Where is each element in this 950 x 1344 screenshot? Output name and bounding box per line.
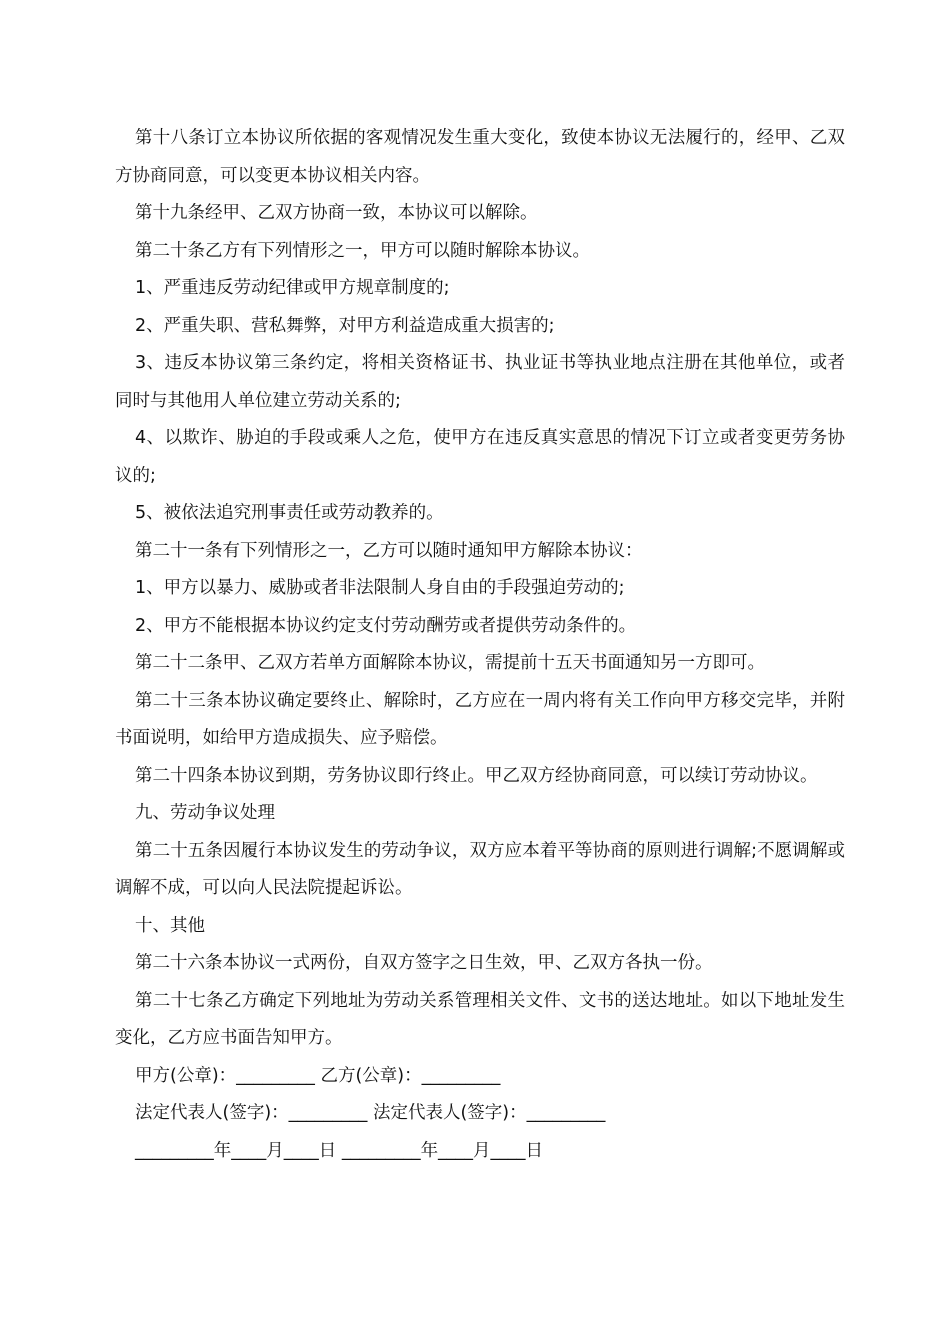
section-heading-9: 九、劳动争议处理 (135, 803, 275, 823)
clause-20: 第二十条乙方有下列情形之一，甲方可以随时解除本协议。 (135, 240, 590, 261)
clause-22: 第二十二条甲、乙双方若单方面解除本协议，需提前十五天书面通知另一方即可。 (135, 653, 765, 673)
representative-signature-line: 法定代表人(签字)：_________ 法定代表人(签字)：_________ (135, 1103, 606, 1123)
section-heading-10: 十、其他 (135, 915, 205, 936)
clause-19: 第十九条经甲、乙双方协商一致，本协议可以解除。 (135, 203, 538, 223)
clause-21-item-1: 1、甲方以暴力、威胁或者非法限制人身自由的手段强迫劳动的; (135, 578, 625, 598)
clause-20-item-2: 2、严重失职、营私舞弊，对甲方利益造成重大损害的; (135, 315, 555, 336)
document-body (115, 120, 845, 1170)
clause-27: 第二十七条乙方确定下列地址为劳动关系管理相关文件、文书的送达地址。如以下地址发生变化，乙方应书面告知甲方。 (115, 990, 845, 1048)
clause-24: 第二十四条本协议到期，劳务协议即行终止。甲乙双方经协商同意，可以续订劳动协议。 (135, 765, 818, 786)
clause-20-item-1: 1、严重违反劳动纪律或甲方规章制度的; (135, 278, 450, 298)
clause-25: 第二十五条因履行本协议发生的劳动争议，双方应本着平等协商的原则进行调解;不愿调解或调解不成，可以向人民法院提起诉讼。 (115, 840, 845, 898)
clause-26: 第二十六条本协议一式两份，自双方签字之日生效，甲、乙双方各执一份。 (135, 953, 713, 973)
seal-line: 甲方(公章)：_________ 乙方(公章)：_________ (135, 1065, 501, 1086)
clause-20-item-5: 5、被依法追究刑事责任或劳动教养的。 (135, 503, 444, 523)
clause-21-item-2: 2、甲方不能根据本协议约定支付劳动酬劳或者提供劳动条件的。 (135, 615, 637, 636)
date-line: _________年____月____日 _________年____月____日 (135, 1140, 544, 1161)
clause-18: 第十八条订立本协议所依据的客观情况发生重大变化，致使本协议无法履行的，经甲、乙双方协商同意，可以变更本协议相关内容。 (115, 128, 845, 186)
clause-20-item-3: 3、违反本协议第三条约定，将相关资格证书、执业证书等执业地点注册在其他单位，或者同时与其他用人单位建立劳动关系的; (115, 353, 845, 411)
clause-21: 第二十一条有下列情形之一，乙方可以随时通知甲方解除本协议： (135, 540, 643, 561)
clause-23: 第二十三条本协议确定要终止、解除时，乙方应在一周内将有关工作向甲方移交完毕，并附书面说明，如给甲方造成损失、应予赔偿。 (115, 690, 845, 748)
clause-20-item-4: 4、以欺诈、胁迫的手段或乘人之危，使甲方在违反真实意思的情况下订立或者变更劳务协议的; (115, 428, 845, 486)
